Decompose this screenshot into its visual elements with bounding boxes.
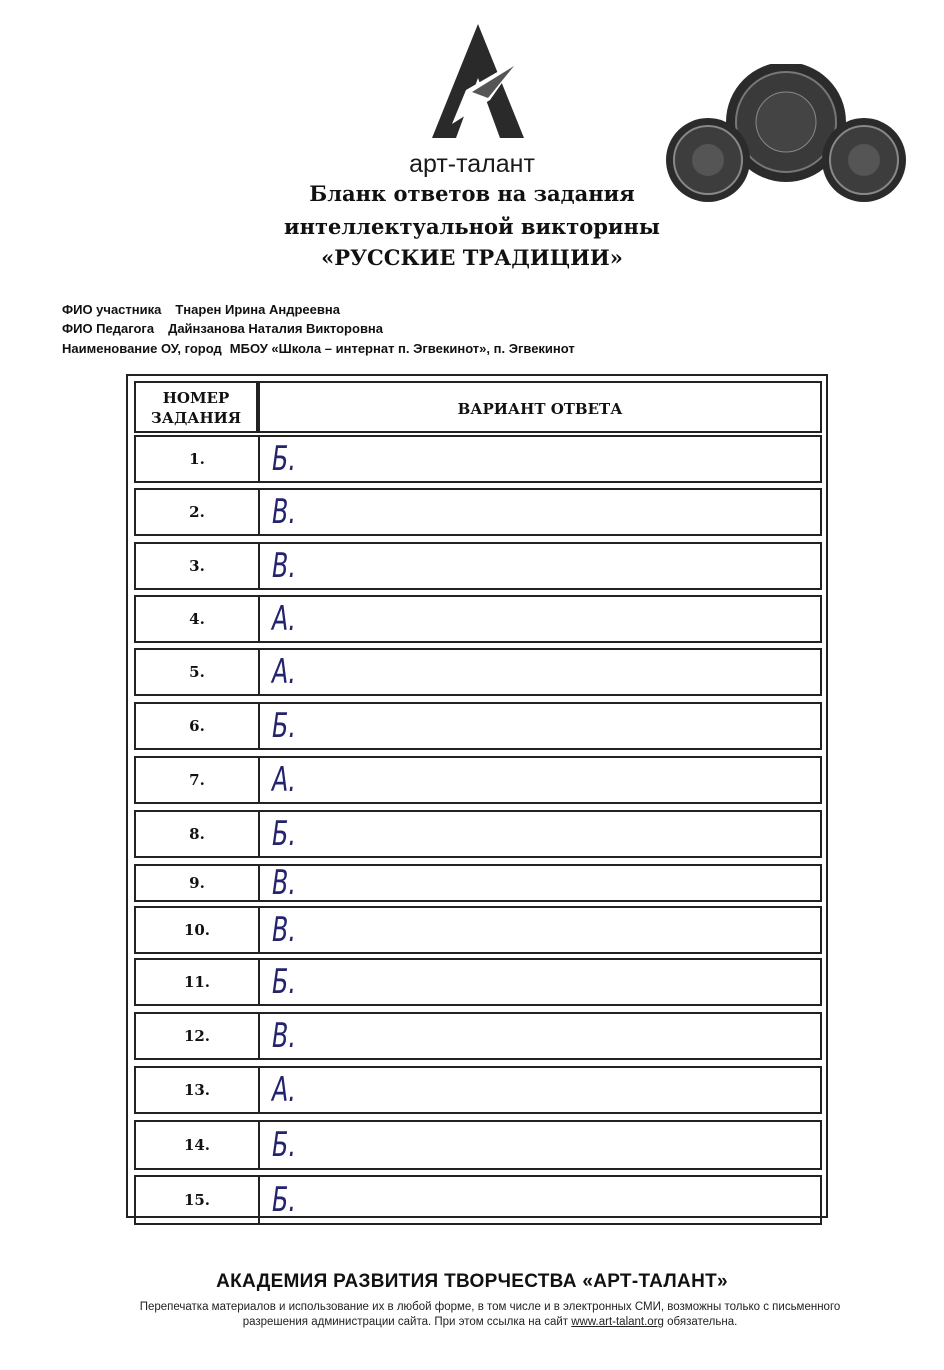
task-number: 2. xyxy=(136,490,260,534)
copyright-text: Перепечатка материалов и использование их в любой форме, в том числе и в электронных СМИ, возможны только с письменного разрешения администрации сайта. При этом ссылка на сайт xyxy=(139,1301,841,1328)
handwritten-answer: А. xyxy=(272,1070,296,1110)
form-title-line-3: «РУССКИЕ ТРАДИЦИИ» xyxy=(321,245,623,270)
column-header-number-line-1: НОМЕР xyxy=(162,389,230,407)
table-row xyxy=(134,648,822,696)
form-title-line-1: Бланк ответов на задания xyxy=(309,181,635,206)
table-row xyxy=(134,756,822,804)
academy-name: АКАДЕМИЯ РАЗВИТИЯ ТВОРЧЕСТВА «АРТ-ТАЛАНТ» xyxy=(216,1271,728,1292)
handwritten-answer: В. xyxy=(272,910,296,950)
task-number: 7. xyxy=(136,758,260,802)
column-header-number xyxy=(134,381,258,433)
handwritten-answer: В. xyxy=(272,863,296,903)
task-number: 6. xyxy=(136,704,260,748)
table-row xyxy=(134,702,822,750)
table-row xyxy=(134,1012,822,1060)
table-row xyxy=(134,864,822,902)
handwritten-answer: А. xyxy=(272,599,296,639)
task-number: 12. xyxy=(136,1014,260,1058)
handwritten-answer: Б. xyxy=(272,1125,296,1165)
handwritten-answer: А. xyxy=(272,652,296,692)
copyright-note xyxy=(110,1300,870,1330)
handwritten-answer: А. xyxy=(272,760,296,800)
handwritten-answer: Б. xyxy=(272,706,296,746)
handwritten-answer: Б. xyxy=(272,962,296,1002)
task-number: 14. xyxy=(136,1122,260,1168)
handwritten-answer: В. xyxy=(272,546,296,586)
table-row xyxy=(134,595,822,643)
brand-name: арт-талант xyxy=(409,150,535,178)
table-row xyxy=(134,1120,822,1170)
task-number: 13. xyxy=(136,1068,260,1112)
task-number: 4. xyxy=(136,597,260,641)
handwritten-answer: В. xyxy=(272,492,296,532)
handwritten-answer: В. xyxy=(272,1016,296,1056)
table-row xyxy=(134,1175,822,1225)
column-header-number-line-2: ЗАДАНИЯ xyxy=(150,409,242,427)
table-row xyxy=(134,958,822,1006)
teacher-name-value: Дайнзанова Наталия Викторовна xyxy=(168,321,384,336)
task-number: 5. xyxy=(136,650,260,694)
handwritten-answer: Б. xyxy=(272,439,296,479)
table-row xyxy=(134,435,822,483)
teacher-name-line xyxy=(62,321,383,336)
participant-name-label: ФИО участника xyxy=(62,302,162,317)
task-number: 9. xyxy=(136,866,260,900)
form-title-line-2: интеллектуальной викторины xyxy=(284,214,660,239)
table-row xyxy=(134,542,822,590)
table-row xyxy=(134,1066,822,1114)
handwritten-answer: Б. xyxy=(272,814,296,854)
handwritten-answer: Б. xyxy=(272,1180,296,1220)
participant-name-line xyxy=(62,302,340,317)
task-number: 3. xyxy=(136,544,260,588)
school-line xyxy=(62,341,575,356)
site-link[interactable]: www.art-talant.org xyxy=(571,1316,664,1328)
participant-name-value: Тнарен Ирина Андреевна xyxy=(175,302,340,317)
table-row xyxy=(134,810,822,858)
school-value: МБОУ «Школа – интернат п. Эгвекинот», п. Эгвекинот xyxy=(229,341,575,356)
task-number: 15. xyxy=(136,1177,260,1223)
task-number: 11. xyxy=(136,960,260,1004)
task-number: 1. xyxy=(136,437,260,481)
task-number: 10. xyxy=(136,908,260,952)
copyright-text-end: обязательна. xyxy=(667,1316,738,1328)
column-header-answer: ВАРИАНТ ОТВЕТА xyxy=(258,381,822,433)
table-row xyxy=(134,488,822,536)
teacher-name-label: ФИО Педагога xyxy=(62,321,155,336)
task-number: 8. xyxy=(136,812,260,856)
table-row xyxy=(134,906,822,954)
art-talant-logo xyxy=(428,20,528,142)
school-label: Наименование ОУ, город xyxy=(62,341,222,356)
